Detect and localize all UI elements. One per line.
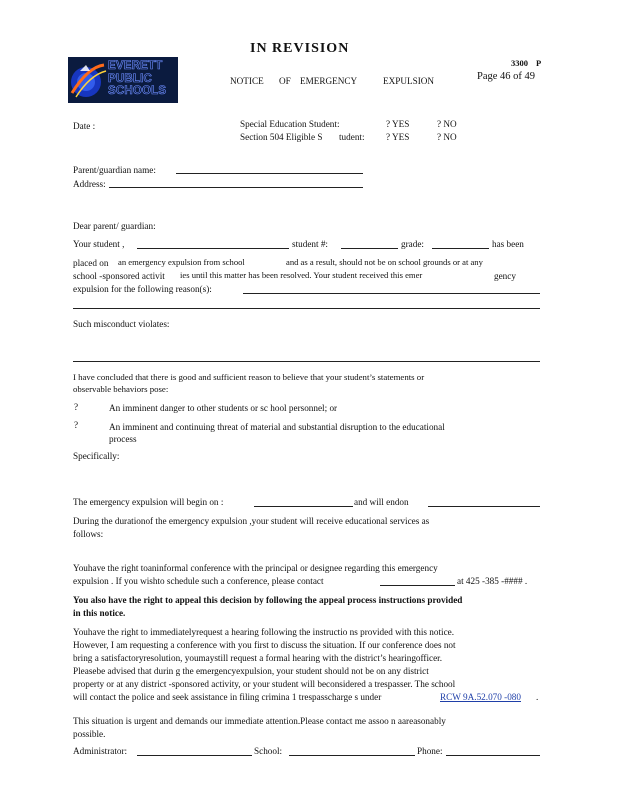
s504-yes-checkbox[interactable]: ? YES [386,132,410,142]
hearing-line-6-end: . [536,692,539,702]
notice-title-4: EXPULSION [383,76,435,86]
end-date-field[interactable] [428,506,540,507]
specifically-label: Specifically: [73,451,120,461]
danger-2-checkbox[interactable]: ? [74,420,79,430]
logo-wordmark: EVERETT PUBLIC SCHOOLS [108,60,167,97]
grade-field[interactable] [432,248,489,249]
appeal-line-1: You also have the right to appeal this decision by following the appeal process instructions provided [73,595,463,605]
administrator-label: Administrator: [73,746,128,756]
danger-2-text: An imminent and continuing threat of material and substantial disruption to the educational [109,422,445,432]
address-field[interactable] [109,187,363,188]
sped-no-checkbox[interactable]: ? NO [437,119,457,129]
urgent-line-2: possible. [73,729,106,739]
appeal-line-2: in this notice. [73,608,126,618]
reason-field-1[interactable] [243,293,540,294]
hearing-line-5: property or at any district -sponsored activity, or your student will beconsidered a trespasser. The school [73,679,456,689]
end-on-text: and will endon [354,497,409,507]
has-been-text: has been [492,239,524,249]
policy-number: 3300 [511,58,528,68]
emergency-from-text: an emergency expulsion from school [118,257,245,267]
student-number-field[interactable] [341,248,398,249]
phone-label: Phone: [417,746,443,756]
placed-on-text: placed on [73,258,109,268]
your-student-label: Your student , [73,239,125,249]
begin-on-text: The emergency expulsion will begin on : [73,497,224,507]
during-line-2: follows: [73,529,104,539]
reason-field-2[interactable] [73,308,540,309]
concluded-line-1: I have concluded that there is good and sufficient reason to believe that your student’s statements or [73,372,425,382]
hearing-line-6: will contact the police and seek assistance in filing crimina 1 trespasscharge s under [73,692,382,702]
phone-field[interactable] [446,755,540,756]
sped-yes-checkbox[interactable]: ? YES [386,119,410,129]
notice-title-2: OF [279,76,291,86]
contact-phone-text: at 425 -385 -#### . [457,576,528,586]
date-label: Date : [73,121,96,131]
guardian-name-label: Parent/guardian name: [73,165,156,175]
notice-title-3: EMERGENCY [300,76,358,86]
during-line-1: During the durationof the emergency expulsion ,your student will receive educational services as [73,516,430,526]
urgent-line-1: This situation is urgent and demands our immediate attention.Please contact me assoo n aareasonably [73,716,446,726]
misconduct-field[interactable] [73,361,540,362]
hearing-line-3: bring a satisfactoryresolution, youmaystill request a formal hearing with the district’s hearingofficer. [73,653,443,663]
section-504-label: Section 504 Eligible S [240,132,323,142]
s504-no-checkbox[interactable]: ? NO [437,132,457,142]
conference-line-2: expulsion . If you wishto schedule such a conference, please contact [73,576,324,586]
policy-suffix: P [536,58,542,68]
address-label: Address: [73,179,106,189]
school-label: School: [254,746,283,756]
page-title: IN REVISION [250,41,350,56]
special-education-label: Special Education Student: [240,119,340,129]
concluded-line-2: observable behaviors pose: [73,384,169,394]
page-number: Page 46 of 49 [477,71,536,82]
rcw-link[interactable]: RCW 9A.52.070 -080 [440,692,521,702]
administrator-field[interactable] [137,755,252,756]
notice-title-1: NOTICE [230,76,264,86]
gency-text: gency [494,271,516,281]
misconduct-label: Such misconduct violates: [73,319,170,329]
as-result-text: and as a result, should not be on school grounds or at any [286,257,483,267]
school-field[interactable] [289,755,415,756]
contact-name-field[interactable] [380,585,455,586]
danger-1-checkbox[interactable]: ? [74,402,79,412]
conference-line-1: Youhave the right toaninformal conference with the principal or designee regarding this emergency [73,563,438,573]
student-name-field[interactable] [137,248,289,249]
hearing-line-1: Youhave the right to immediatelyrequest a hearing following the instructio ns provided with this notice. [73,627,455,637]
begin-date-field[interactable] [254,506,353,507]
hearing-line-4: Pleasebe advised that durin g the emergencyexpulsion, your student should not be on any district [73,666,429,676]
guardian-name-field[interactable] [176,173,363,174]
district-logo [68,57,178,103]
section-504-label-end: tudent: [339,132,365,142]
student-number-label: student #: [292,239,328,249]
ies-until-text: ies until this matter has been resolved. Your student received this emer [180,270,423,280]
grade-label: grade: [401,239,424,249]
danger-1-text: An imminent danger to other students or sc hool personnel; or [109,403,338,413]
danger-2-text-cont: process [109,434,137,444]
salutation: Dear parent/ guardian: [73,221,156,231]
hearing-line-2: However, I am requesting a conference with you first to discuss the situation. If our conference does not [73,640,456,650]
school-sponsored-text: school -sponsored activit [73,271,165,281]
expulsion-for-text: expulsion for the following reason(s): [73,284,212,294]
